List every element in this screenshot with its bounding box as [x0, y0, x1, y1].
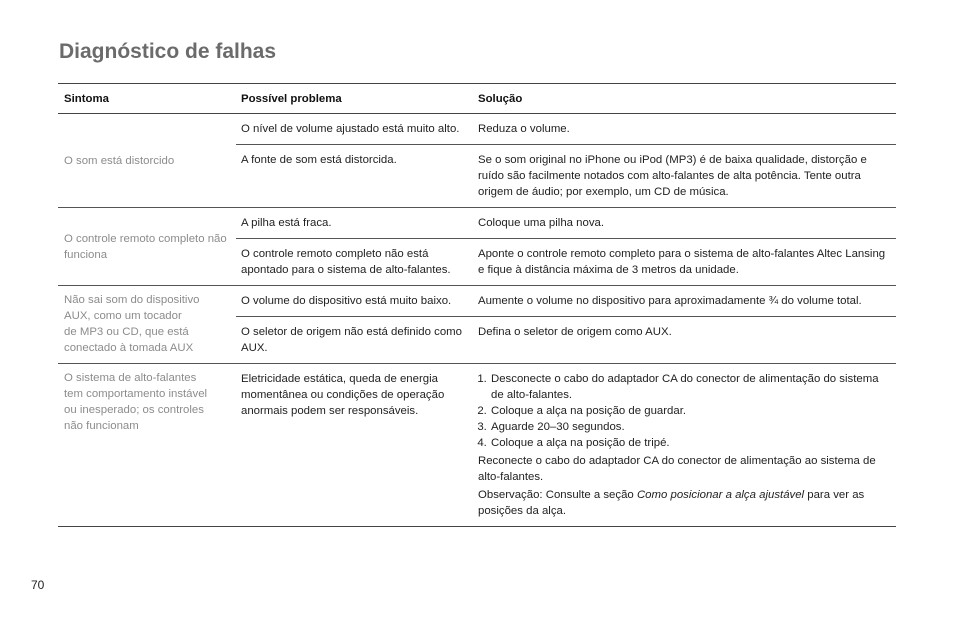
symptom-line: tem comportamento instável [64, 388, 208, 400]
table-row [236, 317, 896, 363]
solution-cell: Coloque uma pilha nova. [478, 217, 605, 229]
symptom-group-unstable [58, 364, 896, 526]
symptom-line: não funcionam [64, 420, 139, 432]
note-prefix: Observação: Consulte a seção [478, 489, 637, 501]
solution-cell: Defina o seletor de origem como AUX. [478, 326, 672, 338]
symptom-cell [58, 114, 236, 207]
symptom-cell [58, 364, 236, 526]
solution-cell [473, 364, 896, 526]
solution-note [478, 487, 892, 519]
symptom-text: O som está distorcido [64, 154, 175, 167]
table-row [236, 114, 896, 145]
solution-step: 1. Desconecte o cabo do adaptador CA do conector de alimentação do sistema de alto-falantes. [490, 371, 892, 403]
symptom-cell [58, 286, 236, 363]
table-row [236, 286, 896, 317]
symptom-cell [58, 208, 236, 285]
note-suffix: para ver as posições da alça. [478, 489, 865, 517]
solution-step: 4. Coloque a alça na posição de tripé. [490, 435, 892, 451]
header-solution: Solução [478, 92, 523, 105]
problem-cell: O nível de volume ajustado está muito alto. [241, 123, 460, 135]
symptom-line: conectado à tomada AUX [64, 342, 194, 354]
symptom-group-aux [58, 286, 896, 364]
symptom-line: AUX, como um tocador [64, 310, 182, 322]
table-row [236, 364, 896, 526]
problem-cell: O seletor de origem não está definido como AUX. [241, 326, 462, 354]
symptom-line: ou inesperado; os controles [64, 404, 204, 416]
symptom-text: O controle remoto completo não funciona [64, 232, 227, 261]
solution-step: 3. Aguarde 20–30 segundos. [490, 419, 892, 435]
solution-cell: Reduza o volume. [478, 123, 570, 135]
problem-cell: A pilha está fraca. [241, 217, 332, 229]
problem-cell: O controle remoto completo não está apontado para o sistema de alto-falantes. [241, 248, 451, 276]
symptom-group-remote [58, 208, 896, 286]
solution-step: 2. Coloque a alça na posição de guardar. [490, 403, 892, 419]
table-header [58, 84, 896, 114]
troubleshooting-table [58, 83, 896, 527]
solution-cell: Aumente o volume no dispositivo para aproximadamente ¾ do volume total. [478, 295, 862, 307]
problem-cell: Eletricidade estática, queda de energia momentânea ou condições de operação anormais podem ser responsáveis. [241, 373, 445, 417]
solution-cell: Aponte o controle remoto completo para o sistema de alto-falantes Altec Lansing e fique à distância máxima de 3 metros da unidade. [478, 248, 886, 276]
note-section-reference: Como posicionar a alça ajustável [636, 489, 805, 501]
page-title: Diagnóstico de falhas [59, 40, 277, 63]
solution-cell: Se o som original no iPhone ou iPod (MP3) é de baixa qualidade, distorção e ruído são facilmente notados com alto-falantes de alta potência. Tente outra origem de áudio; por exemplo, um CD de música. [478, 154, 867, 198]
problem-cell: O volume do dispositivo está muito baixo. [241, 295, 452, 307]
symptom-line: O sistema de alto-falantes [64, 372, 197, 384]
header-symptom: Sintoma [64, 92, 109, 105]
header-problem: Possível problema [241, 92, 342, 105]
symptom-line: de MP3 ou CD, que está [64, 326, 189, 338]
page-number: 70 [31, 578, 45, 592]
solution-steps [478, 371, 892, 451]
table-row [236, 239, 896, 285]
solution-paragraph: Reconecte o cabo do adaptador CA do conector de alimentação ao sistema de alto-falantes. [478, 455, 876, 483]
table-row [236, 208, 896, 239]
table-row [236, 145, 896, 207]
symptom-line: Não sai som do dispositivo [64, 294, 200, 306]
symptom-group-distorted-sound [58, 114, 896, 208]
problem-cell: A fonte de som está distorcida. [241, 154, 397, 166]
